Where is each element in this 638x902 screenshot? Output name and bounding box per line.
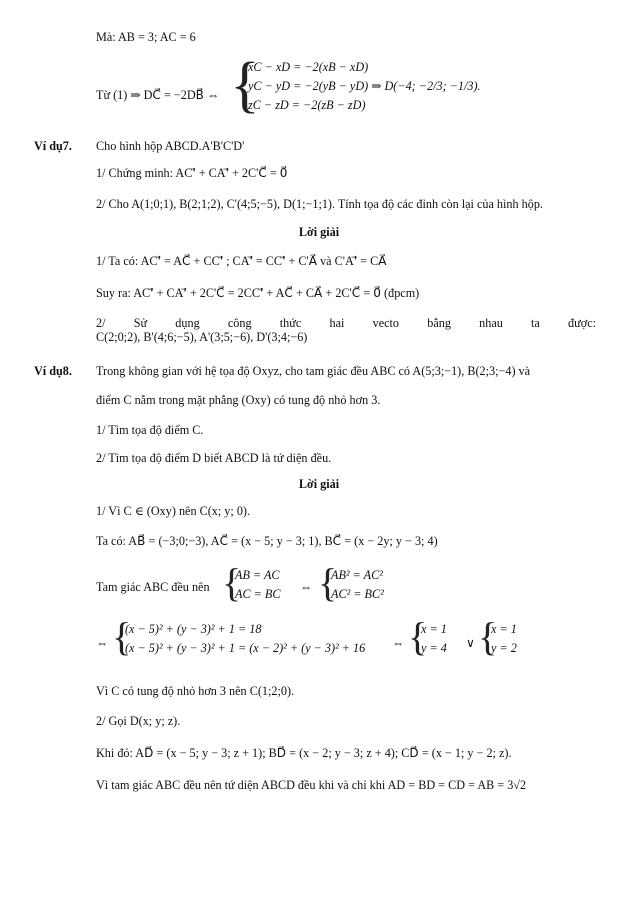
line-ma: Mà: AB = 3; AC = 6 xyxy=(96,30,196,44)
equivalent-symbol: ⇔ xyxy=(300,580,313,594)
example-8-question-2: 2/ Tìm tọa độ điểm D biết ABCD là tứ diện đều. xyxy=(96,451,332,465)
left-brace-icon: { xyxy=(222,560,242,605)
system-row: (x − 5)² + (y − 3)² + 1 = (x − 2)² + (y − 3)² + 16 xyxy=(125,640,366,655)
system-row: AB = AC xyxy=(235,568,280,582)
solution-heading-1: Lời giải xyxy=(298,225,340,239)
example-8-label: Ví dụ8. xyxy=(34,364,72,378)
system-row: xC − xD = −2(xB − xD) xyxy=(248,60,369,74)
example-7-label: Ví dụ7. xyxy=(34,139,72,153)
left-brace-icon: { xyxy=(478,614,498,659)
equivalent-symbol: ⇔ xyxy=(392,636,405,650)
system-row: x = 1 xyxy=(421,622,447,636)
system-row: AC² = BC² xyxy=(331,586,384,601)
system-row: y = 2 xyxy=(491,640,517,655)
example-8-step-5: Khi đó: AD⃗ = (x − 5; y − 3; z + 1); BD⃗ = (x − 2; y − 3; z + 4); CD⃗ = (x − 1; y − 2; z). xyxy=(96,746,512,760)
or-symbol: ∨ xyxy=(466,636,475,650)
system-row: AC = BC xyxy=(235,586,281,601)
example-8-step-1: 1/ Vì C ∈ (Oxy) nên C(x; y; 0). xyxy=(96,504,251,518)
left-brace-icon: { xyxy=(230,51,260,119)
example-7-step-1: 1/ Ta có: AC'⃗ = AC⃗ + CC'⃗ ; CA'⃗ = CC'⃗ + C'A⃗ và C'A'⃗ = CA⃗ xyxy=(96,254,387,268)
example-7-question-2: 2/ Cho A(1;0;1), B(2;1;2), C'(4;5;−5), D(1;−1;1). Tính tọa độ các đỉnh còn lại của hình hộp. xyxy=(96,197,543,211)
example-7-step-3b: C(2;0;2), B'(4;6;−5), A'(3;5;−6), D'(3;4;−6) xyxy=(96,330,308,344)
solution-heading-2: Lời giải xyxy=(298,477,340,491)
system-row: y = 4 xyxy=(421,640,447,655)
example-8-question-1: 1/ Tìm tọa độ điểm C. xyxy=(96,423,204,437)
system-row: x = 1 xyxy=(491,622,517,636)
example-8-step-2: Ta có: AB⃗ = (−3;0;−3), AC⃗ = (x − 5; y − 3; 1), BC⃗ = (x − 2y; y − 3; 4) xyxy=(96,534,438,548)
example-8-text-1: Trong không gian với hệ tọa độ Oxyz, cho tam giác đều ABC có A(5;3;−1), B(2;3;−4) và xyxy=(96,364,531,378)
system-row: AB² = AC² xyxy=(331,568,383,582)
example-7-text: Cho hình hộp ABCD.A'B'C'D' xyxy=(96,139,245,153)
example-7-question-1: 1/ Chứng minh: AC'⃗ + CA'⃗ + 2C'C⃗ = 0⃗ xyxy=(96,166,288,180)
left-brace-icon: { xyxy=(408,614,428,659)
example-7-step-3a: 2/ Sử dụng công thức hai vecto bằng nhau ta được: xyxy=(96,316,596,330)
system-row: zC − zD = −2(zB − zD) xyxy=(248,97,366,112)
system-row: (x − 5)² + (y − 3)² + 1 = 18 xyxy=(125,622,262,636)
example-8-step-4: 2/ Gọi D(x; y; z). xyxy=(96,714,181,728)
left-brace-icon: { xyxy=(112,614,132,659)
triangle-prefix: Tam giác ABC đều nên xyxy=(96,580,210,594)
left-brace-icon: { xyxy=(318,560,338,605)
line-tu-prefix: Từ (1) ⇒ DC⃗ = −2DB⃗ ⇔ xyxy=(96,88,220,102)
example-7-step-2: Suy ra: AC'⃗ + CA'⃗ + 2C'C⃗ = 2CC'⃗ + AC⃗ + CA⃗ + 2C'C⃗ = 0⃗ (đpcm) xyxy=(96,286,420,300)
example-8-step-6: Vì tam giác ABC đều nên tứ diện ABCD đều khi và chỉ khi AD = BD = CD = AB = 3√2 xyxy=(96,778,527,792)
system-row: yC − yD = −2(yB − yD) ⇒ D(−4; −2/3; −1/3). xyxy=(248,78,481,93)
example-8-text-2: điểm C nằm trong mặt phẳng (Oxy) có tung độ nhỏ hơn 3. xyxy=(96,393,381,407)
example-8-step-3: Vì C có tung độ nhỏ hơn 3 nên C(1;2;0). xyxy=(96,684,295,698)
equivalent-symbol: ⇔ xyxy=(96,636,109,650)
